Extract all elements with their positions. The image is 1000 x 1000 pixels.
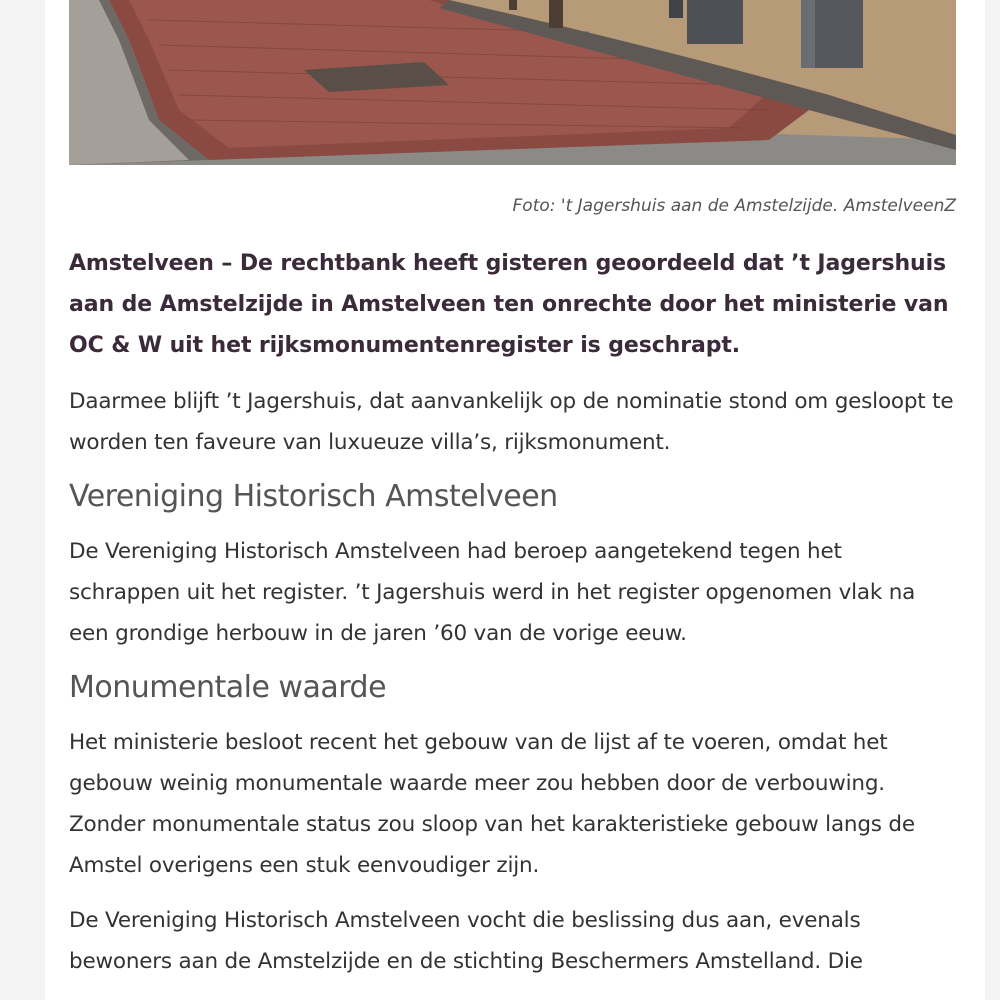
- article-lead: Amstelveen – De rechtbank heeft gisteren geoordeeld dat ’t Jagershuis aan de Amstelzijde in Amstelveen ten onrechte door het ministerie van OC & W uit het rijksmonumentenregister is geschrapt.: [69, 251, 949, 358]
- photo-illustration: [69, 0, 956, 165]
- article-body: [69, 243, 959, 996]
- article-paragraph-4: De Vereniging Historisch Amstelveen vocht die beslissing dus aan, evenals bewoners aan de Amstelzijde en de stichting Beschermers Amstelland. Die: [69, 908, 863, 974]
- section-heading-monumentale-waarde: Monumentale waarde: [69, 670, 387, 705]
- article-paragraph-3: Het ministerie besloot recent het gebouw van de lijst af te voeren, omdat het gebouw weinig monumentale waarde meer zou hebben door de verbouwing. Zonder monumentale status zou sloop van het karakteristieke gebouw langs de Amstel overigens een stuk eenvoudiger zijn.: [69, 730, 915, 878]
- photo-caption: Foto: 't Jagershuis aan de Amstelzijde. AmstelveenZ: [512, 196, 956, 216]
- article-paragraph-1: Daarmee blijft ’t Jagershuis, dat aanvankelijk op de nominatie stond om gesloopt te worden ten faveure van luxueuze villa’s, rijksmonument.: [69, 389, 954, 455]
- article-photo[interactable]: [69, 0, 956, 165]
- article-paragraph-2: De Vereniging Historisch Amstelveen had beroep aangetekend tegen het schrappen uit het register. ’t Jagershuis werd in het register opgenomen vlak na een grondige herbouw in de jaren ’60 van de vorige eeuw.: [69, 539, 916, 646]
- section-heading-vereniging: Vereniging Historisch Amstelveen: [69, 479, 558, 514]
- article-page: [45, 0, 985, 1000]
